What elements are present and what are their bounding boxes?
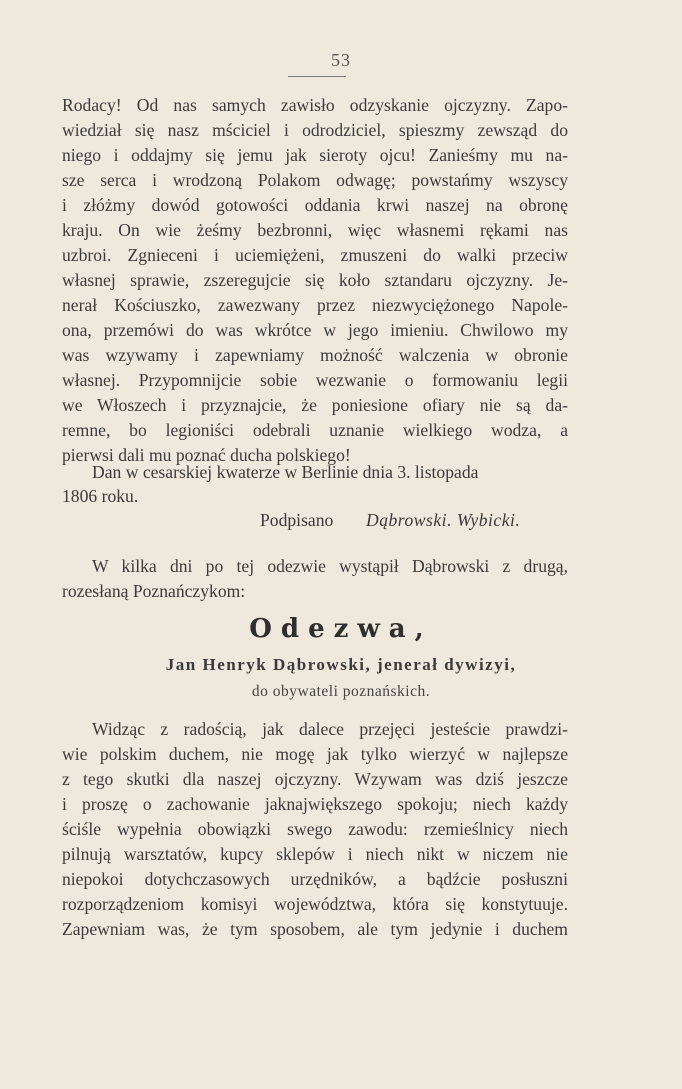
text-line: i złóżmy dowód gotowości oddania krwi naszej na obronę — [62, 195, 568, 215]
date-line: Dan w cesarskiej kwaterze w Berlinie dnia 3. listopada — [92, 462, 479, 482]
text-line: rozesłaną Poznańczykom: — [62, 581, 246, 601]
text-line: remne, bo legioniści odebrali uznanie wielkiego wodza, a — [62, 420, 568, 440]
text-line: własnej. Przypomnijcie sobie wezwanie o formowaniu legii — [62, 370, 568, 390]
text-line: rozporządzeniom komisyi województwa, która się konstytuuje. — [62, 894, 568, 914]
text-line: Widząc z radością, jak dalece przejęci jesteście prawdzi- — [92, 719, 568, 739]
text-line: sze serca i wrodzoną Polakom odwagę; powstańmy wszyscy — [62, 170, 568, 190]
page-number: 53 — [331, 50, 351, 70]
text-line: ściśle wypełnia obowiązki swego zawodu: rzemieślnicy niech — [62, 819, 568, 839]
text-line: własnej sprawie, zszeregujcie się koło sztandaru ojczyzny. Je- — [62, 270, 568, 290]
proclamation-title: Odezwa, — [249, 614, 433, 644]
text-line: wie polskim duchem, nie mogę jak tylko wierzyć w najlepsze — [62, 744, 568, 764]
text-line: ona, przemówi do was wkrótce w jego imieniu. Chwilowo my — [62, 320, 568, 340]
text-line: was wzywamy i zapewniamy możność walczenia w obronie — [62, 345, 568, 365]
text-line: we Włoszech i przyznajcie, że poniesione ofiary nie są da- — [62, 395, 568, 415]
text-line: nerał Kościuszko, zawezwany przez niezwyciężonego Napole- — [62, 295, 568, 315]
proclamation-author: Jan Henryk Dąbrowski, jenerał dywizyi, — [165, 655, 517, 674]
signature-label: Podpisano — [260, 510, 334, 530]
text-line: uzbroi. Zgnieceni i uciemiężeni, zmuszeni do walki przeciw — [62, 245, 568, 265]
signature-names: Dąbrowski. Wybicki. — [366, 510, 521, 530]
date-line: 1806 roku. — [62, 486, 139, 506]
text-line: Zapewniam was, że tym sposobem, ale tym jedynie i duchem — [62, 919, 568, 939]
text-line: kraju. On wie żeśmy bezbronni, więc własnemi rękami nas — [62, 220, 568, 240]
proclamation-addressee: do obywateli poznańskich. — [251, 683, 431, 700]
text-line: Rodacy! Od nas samych zawisło odzyskanie ojczyzny. Zapo- — [62, 95, 568, 115]
text-line: pilnują warsztatów, kupcy sklepów i niech nikt w niczem nie — [62, 844, 568, 864]
text-line: z tego skutki dla naszej ojczyzny. Wzywam was dziś jeszcze — [62, 769, 568, 789]
text-line: niepokoi dotychczasowych urzędników, a bądźcie posłuszni — [62, 869, 568, 889]
text-line: i proszę o zachowanie jaknajwiększego spokoju; niech każdy — [62, 794, 568, 814]
page-number-rule — [288, 76, 346, 77]
text-line: wiedział się nasz mściciel i odrodziciel, spieszmy zewsząd do — [62, 120, 568, 140]
text-line: pierwsi dali mu poznać ducha polskiego! — [62, 445, 351, 465]
text-line: niego i oddajmy się jemu jak sieroty ojcu! Zanieśmy mu na- — [62, 145, 568, 165]
text-line: W kilka dni po tej odezwie wystąpił Dąbrowski z drugą, — [92, 556, 568, 576]
